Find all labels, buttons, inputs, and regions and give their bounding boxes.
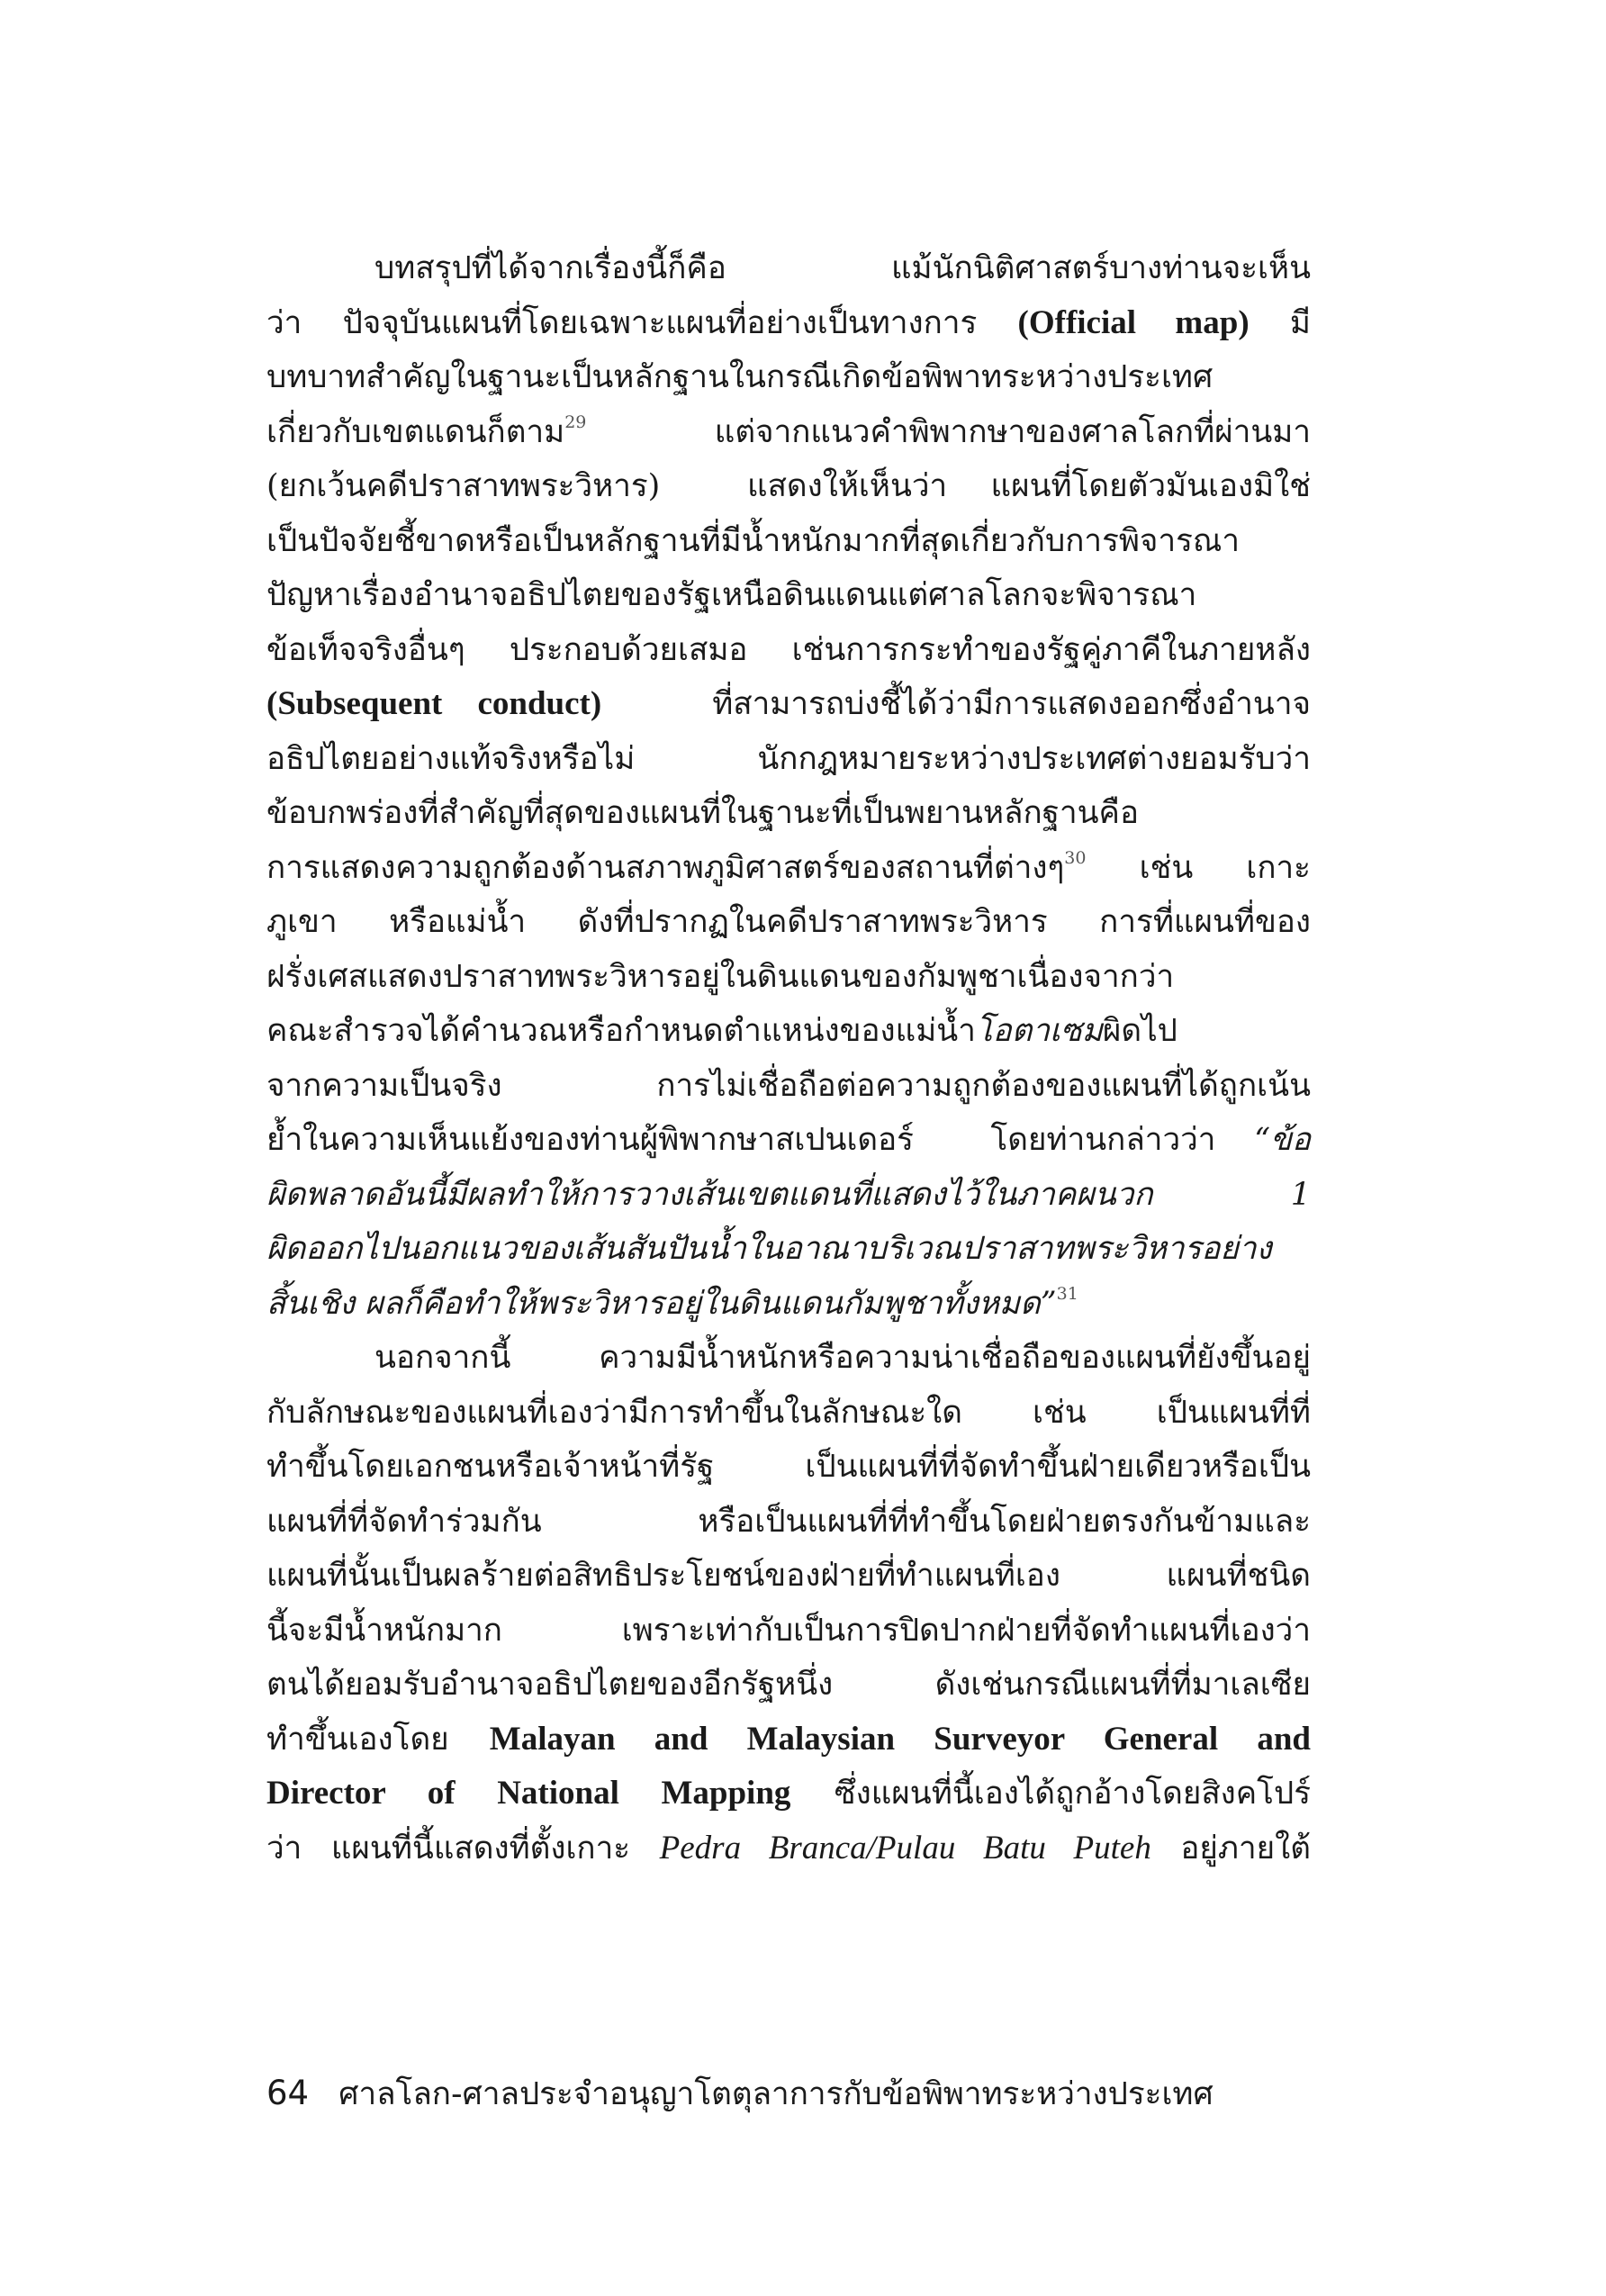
text-line — [266, 677, 1311, 732]
text-segment: เป็นปัจจัยชี้ขาดหรือเป็นหลักฐานที่มีน้ำหนักมากที่สุดเกี่ยวกับการพิจารณา — [266, 522, 1241, 559]
footnote-ref: 30 — [1064, 847, 1087, 868]
text-segment: แต่จากแนวคำพิพากษาของศาลโลกที่ผ่านมา — [586, 413, 1311, 450]
text-segment: บทสรุปที่ได้จากเรื่องนี้ก็คือ แม้นักนิติศาสตร์บางท่านจะเห็น — [374, 250, 1311, 286]
text-line — [266, 732, 1311, 787]
italic-quote: ผิดพลาดอันนี้มีผลทำให้การวางเส้นเขตแดนที่แสดงไว้ในภาคผนวก 1 — [266, 1176, 1311, 1213]
text-segment: มี — [1249, 304, 1311, 341]
text-segment: อธิปไตยอย่างแท้จริงหรือไม่ นักกฎหมายระหว่างประเทศต่างยอมรับว่า — [266, 740, 1311, 777]
text-line — [266, 895, 1311, 950]
text-line — [266, 1658, 1311, 1713]
footnote-ref: 31 — [1056, 1283, 1078, 1304]
text-segment: แผนที่นั้นเป็นผลร้ายต่อสิทธิประโยชน์ของฝ่ายที่ทำแผนที่เอง แผนที่ชนิด — [266, 1558, 1311, 1594]
text-line — [266, 1767, 1311, 1821]
text-segment: ข้อเท็จจริงอื่นๆ ประกอบด้วยเสมอ เช่นการกระทำของรัฐคู่ภาคีในภายหลัง — [266, 631, 1311, 668]
text-segment: ซึ่งแผนที่นี้เองได้ถูกอ้างโดยสิงคโปร์ — [790, 1776, 1312, 1812]
body-text — [266, 241, 1311, 1876]
text-line — [266, 1004, 1311, 1059]
italic-quote: ผิดออกไปนอกแนวของเส้นสันปันน้ำในอาณาบริเวณปราสาทพระวิหารอย่าง — [266, 1231, 1272, 1267]
english-term: (Official map) — [1017, 303, 1250, 341]
text-segment: นี้จะมีน้ำหนักมาก เพราะเท่ากับเป็นการปิดปากฝ่ายที่จัดทำแผนที่เองว่า — [266, 1612, 1311, 1649]
italic-quote: สิ้นเชิง ผลก็คือทำให้พระวิหารอยู่ในดินแดนกัมพูชาทั้งหมด” — [266, 1285, 1057, 1322]
text-line — [266, 405, 1311, 460]
text-line — [266, 514, 1311, 569]
text-segment: ทำขึ้นโดยเอกชนหรือเจ้าหน้าที่รัฐ เป็นแผนที่ที่จัดทำขึ้นฝ่ายเดียวหรือเป็น — [266, 1449, 1311, 1485]
text-segment: ฝรั่งเศสแสดงปราสาทพระวิหารอยู่ในดินแดนของกัมพูชาเนื่องจากว่า — [266, 958, 1175, 995]
page-footer — [266, 2071, 1347, 2117]
text-line — [266, 1113, 1311, 1168]
text-line — [266, 1277, 1311, 1332]
italic-quote: “ข้อ — [1254, 1122, 1311, 1158]
page-number: 64 — [266, 2074, 310, 2112]
text-line — [266, 1386, 1311, 1441]
running-title: ศาลโลก-ศาลประจำอนุญาโตตุลาการกับข้อพิพาทระหว่างประเทศ — [338, 2076, 1214, 2112]
footnote-ref: 29 — [564, 411, 587, 432]
text-segment: นอกจากนี้ ความมีน้ำหนักหรือความน่าเชื่อถือของแผนที่ยังขึ้นอยู่ — [374, 1340, 1311, 1376]
text-line — [266, 623, 1311, 678]
text-line — [266, 350, 1311, 405]
text-line — [266, 1713, 1311, 1767]
text-line — [266, 1440, 1311, 1495]
text-segment: ภูเขา หรือแม่น้ำ ดังที่ปรากฏในคดีปราสาทพระวิหาร การที่แผนที่ของ — [266, 904, 1311, 940]
text-line — [266, 1222, 1311, 1277]
text-segment: บทบาทสำคัญในฐานะเป็นหลักฐานในกรณีเกิดข้อพิพาทระหว่างประเทศ — [266, 359, 1214, 395]
text-line — [266, 841, 1311, 896]
text-segment: แผนที่ที่จัดทำร่วมกัน หรือเป็นแผนที่ที่ทำขึ้นโดยฝ่ายตรงกันข้ามและ — [266, 1503, 1311, 1540]
text-segment: ว่า ปัจจุบันแผนที่โดยเฉพาะแผนที่อย่างเป็นทางการ — [266, 304, 1018, 341]
text-line — [266, 296, 1311, 351]
text-line — [266, 459, 1311, 514]
text-line — [266, 241, 1311, 296]
text-segment: เกี่ยวกับเขตแดนก็ตาม — [266, 413, 565, 450]
text-segment: ว่า แผนที่นี้แสดงที่ตั้งเกาะ — [266, 1830, 660, 1867]
english-italic-term: Pedra Branca/Pulau Batu Puteh — [659, 1829, 1151, 1867]
english-term: Malayan and Malaysian Surveyor General and — [489, 1720, 1311, 1758]
text-segment: ข้อบกพร่องที่สำคัญที่สุดของแผนที่ในฐานะที่เป็นพยานหลักฐานคือ — [266, 795, 1139, 831]
english-term: Director of National Mapping — [266, 1775, 791, 1812]
text-segment: การแสดงความถูกต้องด้านสภาพภูมิศาสตร์ของสถานที่ต่างๆ — [266, 849, 1065, 886]
text-line — [266, 1168, 1311, 1223]
text-line — [266, 786, 1311, 841]
text-line — [266, 950, 1311, 1005]
text-segment: ที่สามารถบ่งชี้ได้ว่ามีการแสดงออกซึ่งอำนาจ — [601, 686, 1311, 722]
text-segment: ย้ำในความเห็นแย้งของท่านผู้พิพากษาสเปนเดอร์ โดยท่านกล่าวว่า — [266, 1122, 1255, 1158]
text-segment: กับลักษณะของแผนที่เองว่ามีการทำขึ้นในลักษณะใด เช่น เป็นแผนที่ที่ — [266, 1394, 1311, 1431]
text-line — [266, 568, 1311, 623]
text-segment: จากความเป็นจริง การไม่เชื่อถือต่อความถูกต้องของแผนที่ได้ถูกเน้น — [266, 1067, 1311, 1104]
text-line — [266, 1331, 1311, 1386]
text-segment: ทำขึ้นเองโดย — [266, 1721, 490, 1758]
text-line — [266, 1821, 1311, 1876]
text-line — [266, 1495, 1311, 1550]
italic-quote: โอตาเซม — [975, 1013, 1103, 1049]
english-term: (Subsequent conduct) — [266, 685, 602, 722]
text-segment: (ยกเว้นคดีปราสาทพระวิหาร) แสดงให้เห็นว่า แผนที่โดยตัวมันเองมิใช่ — [266, 468, 1311, 504]
text-line — [266, 1059, 1311, 1114]
text-segment: อยู่ภายใต้ — [1150, 1830, 1311, 1867]
text-segment: คณะสำรวจได้คำนวณหรือกำหนดตำแหน่งของแม่น้ำ — [266, 1013, 976, 1049]
text-segment: ปัญหาเรื่องอำนาจอธิปไตยของรัฐเหนือดินแดนแต่ศาลโลกจะพิจารณา — [266, 577, 1197, 613]
text-segment: ผิดไป — [1102, 1013, 1177, 1049]
text-segment: เช่น เกาะ — [1086, 849, 1311, 886]
text-segment: ตนได้ยอมรับอำนาจอธิปไตยของอีกรัฐหนึ่ง ดังเช่นกรณีแผนที่ที่มาเลเซีย — [266, 1667, 1311, 1703]
text-line — [266, 1549, 1311, 1604]
text-line — [266, 1604, 1311, 1659]
